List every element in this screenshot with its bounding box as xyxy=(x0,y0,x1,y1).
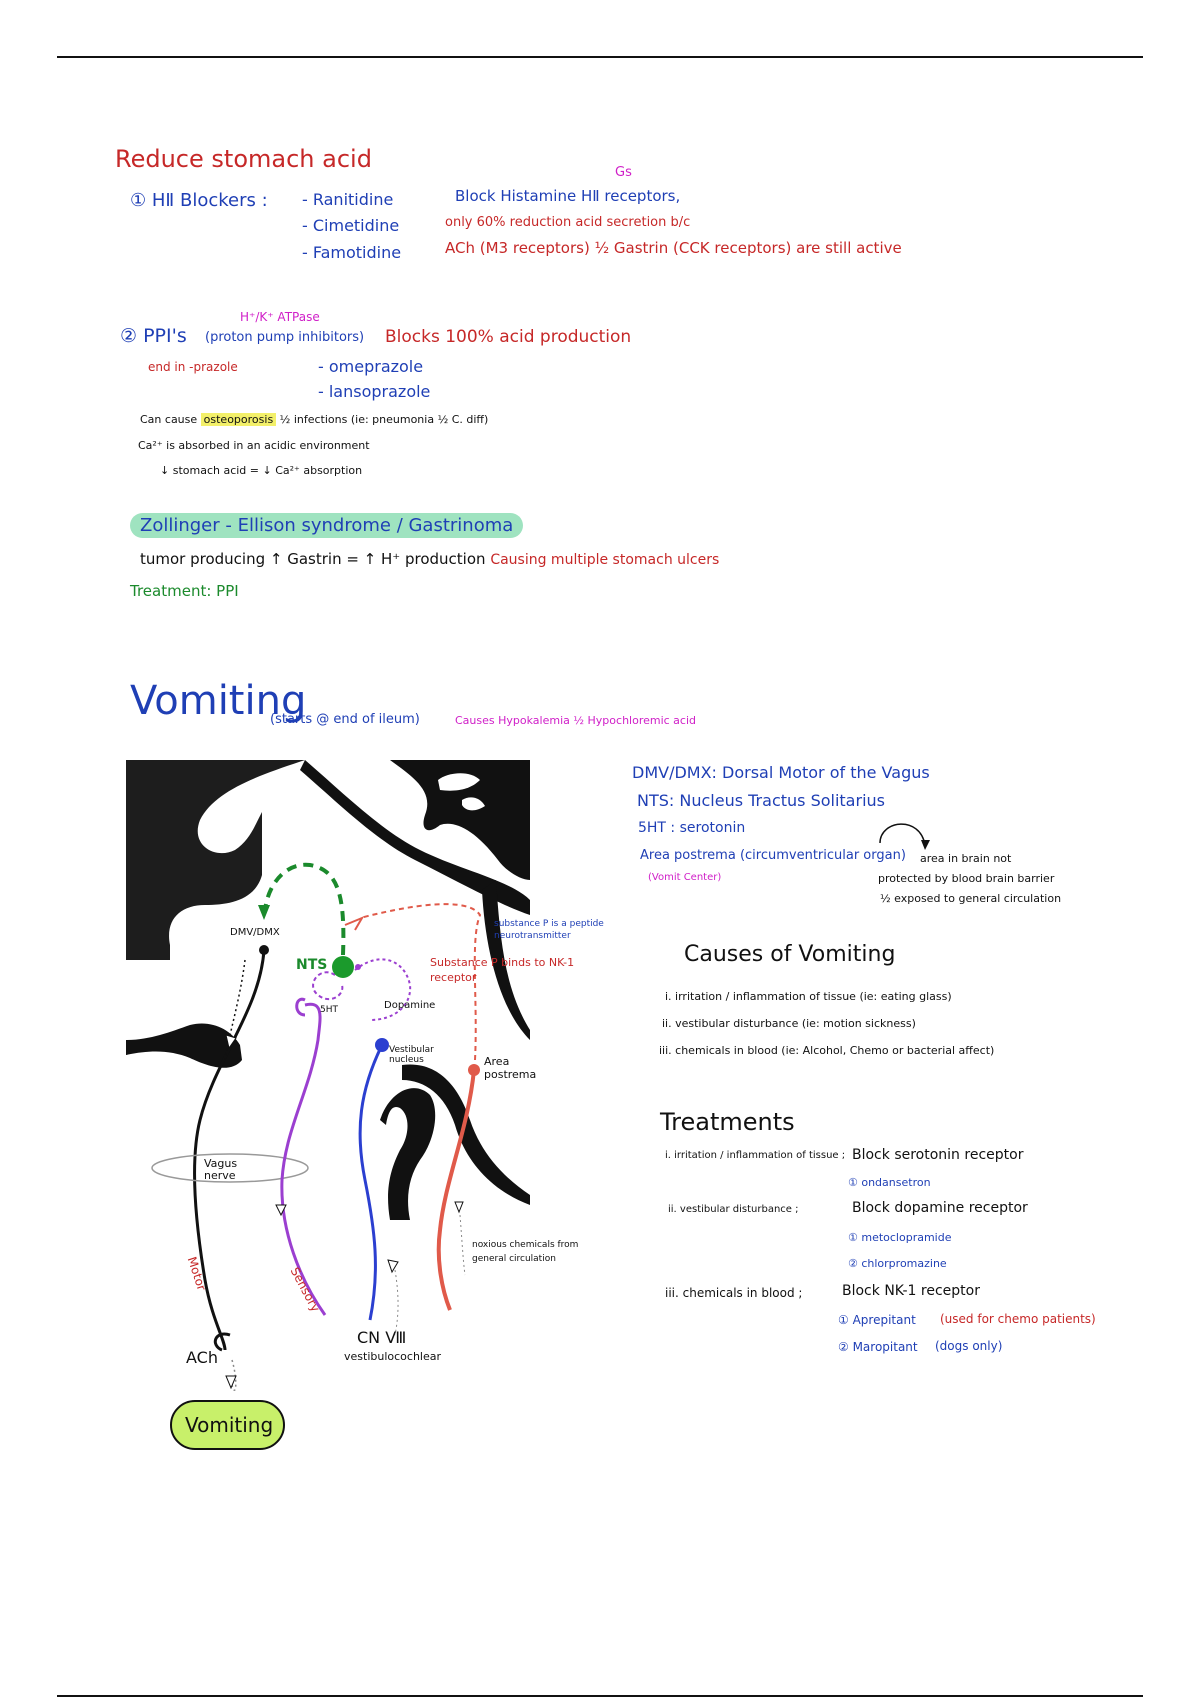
area-note-3: ½ exposed to general circulation xyxy=(880,892,1062,905)
h2-desc-2: only 60% reduction acid secretion b/c xyxy=(445,215,691,230)
ppi-suffix: end in -prazole xyxy=(148,360,238,374)
dopamine-label: Dopamine xyxy=(384,1000,436,1011)
treat-3-drug-2: ② Maropitant xyxy=(838,1340,918,1354)
sensory-label: Sensory xyxy=(287,1265,323,1315)
treat-2-drug-2: ② chlorpromazine xyxy=(848,1257,947,1270)
noxious-chemicals-label: noxious chemicals from general circulation xyxy=(472,1240,579,1264)
h2-drug-2: - Cimetidine xyxy=(302,216,400,235)
cause-3: iii. chemicals in blood (ie: Alcohol, Chemo or bacterial affect) xyxy=(659,1044,995,1057)
gs-label: Gs xyxy=(615,165,632,180)
treat-2-drug-1: ① metoclopramide xyxy=(848,1231,952,1244)
def-nts: NTS: Nucleus Tractus Solitarius xyxy=(637,791,885,810)
ach-label: ACh xyxy=(186,1348,218,1367)
area-postrema-label: Area postrema xyxy=(484,1055,537,1081)
treat-1-main: Block serotonin receptor xyxy=(852,1147,1024,1163)
treat-2-pre: ii. vestibular disturbance ; xyxy=(668,1204,799,1215)
causes-title: Causes of Vomiting xyxy=(684,942,896,967)
treat-3-drug-1: ① Aprepitant xyxy=(838,1313,916,1327)
treat-3-pre: iii. chemicals in blood ; xyxy=(665,1286,803,1300)
ht5-label: 5HT xyxy=(320,1005,338,1015)
def-area-postrema: Area postrema (circumventricular organ) xyxy=(640,848,906,863)
treat-3-note-1: (used for chemo patients) xyxy=(940,1312,1096,1326)
ppi-drug-1: - omeprazole xyxy=(318,357,424,376)
osteoporosis-highlight: osteoporosis xyxy=(201,413,277,426)
cause-1: i. irritation / inflammation of tissue (ie: eating glass) xyxy=(665,990,952,1003)
cn8-label: CN Ⅷ xyxy=(357,1328,407,1347)
sensory-line xyxy=(282,1004,325,1315)
vomiting-box-label: Vomiting xyxy=(185,1413,274,1437)
h2-drug-1: - Ranitidine xyxy=(302,190,394,209)
ppi-drug-2: - lansoprazole xyxy=(318,382,431,401)
vestibular-nucleus-label: Vestibular nucleus xyxy=(389,1045,434,1065)
def-5ht: 5HT : serotonin xyxy=(638,820,746,836)
motor-label: Motor xyxy=(184,1255,209,1293)
nts-to-dmv-arrow xyxy=(265,865,343,955)
h2-desc-3: ACh (M3 receptors) ½ Gastrin (CCK receptors) are still active xyxy=(445,239,902,257)
ppi-paren: (proton pump inhibitors) xyxy=(205,330,365,345)
hk-atpase-label: H⁺/K⁺ ATPase xyxy=(240,310,320,324)
vestibular-line xyxy=(360,1045,382,1320)
ppi-heading: ② PPI's xyxy=(120,325,187,347)
substance-p-binds: Substance P binds to NK-1 receptor xyxy=(430,956,575,984)
dmv-label: DMV/DMX xyxy=(230,927,280,938)
ppi-note-2: Ca²⁺ is absorbed in an acidic environment xyxy=(138,439,370,452)
treat-2-main: Block dopamine receptor xyxy=(852,1200,1028,1216)
vomiting-title: Vomiting xyxy=(130,678,307,724)
brainstem-silhouette xyxy=(126,760,530,1220)
nts-node xyxy=(332,956,354,978)
treat-3-note-2: (dogs only) xyxy=(935,1339,1003,1353)
treat-1-drug-1: ① ondansetron xyxy=(848,1176,931,1189)
def-dmv: DMV/DMX: Dorsal Motor of the Vagus xyxy=(632,763,930,782)
ze-title: Zollinger - Ellison syndrome / Gastrinoma xyxy=(130,513,523,538)
treat-3-main: Block NK-1 receptor xyxy=(842,1283,980,1299)
substance-p-def: substance P is a peptide neurotransmitter xyxy=(494,919,604,941)
ppi-note-1: Can cause osteoporosis ½ infections (ie: pneumonia ½ C. diff) xyxy=(140,413,489,426)
ppi-desc: Blocks 100% acid production xyxy=(385,327,632,347)
vomiting-causes-electrolytes: Causes Hypokalemia ½ Hypochloremic acid xyxy=(455,714,697,727)
vagus-nerve-label: Vagus nerve xyxy=(204,1157,238,1182)
ppi-note-3: ↓ stomach acid = ↓ Ca²⁺ absorption xyxy=(160,464,363,477)
vomiting-title-paren: (starts @ end of ileum) xyxy=(270,712,420,727)
h2-blockers-heading: ① HⅡ Blockers : xyxy=(130,190,268,211)
cause-2: ii. vestibular disturbance (ie: motion sickness) xyxy=(662,1017,916,1030)
treat-1-pre: i. irritation / inflammation of tissue ; xyxy=(665,1150,846,1161)
ze-treatment: Treatment: PPI xyxy=(130,582,239,600)
vagus-motor-line xyxy=(195,950,264,1350)
section-title-acid: Reduce stomach acid xyxy=(115,145,372,173)
h2-desc-1: Block Histamine HⅡ receptors, xyxy=(455,187,681,205)
vomit-center-label: (Vomit Center) xyxy=(648,872,722,883)
vestibulocochlear-label: vestibulocochlear xyxy=(344,1350,442,1363)
area-note-1: area in brain not xyxy=(920,852,1012,865)
h2-drug-3: - Famotidine xyxy=(302,243,402,262)
ze-line: tumor producing ↑ Gastrin = ↑ H⁺ production Causing multiple stomach ulcers xyxy=(140,550,720,568)
treatments-title: Treatments xyxy=(660,1108,795,1136)
nts-label: NTS xyxy=(296,957,328,973)
area-note-2: protected by blood brain barrier xyxy=(878,872,1055,885)
